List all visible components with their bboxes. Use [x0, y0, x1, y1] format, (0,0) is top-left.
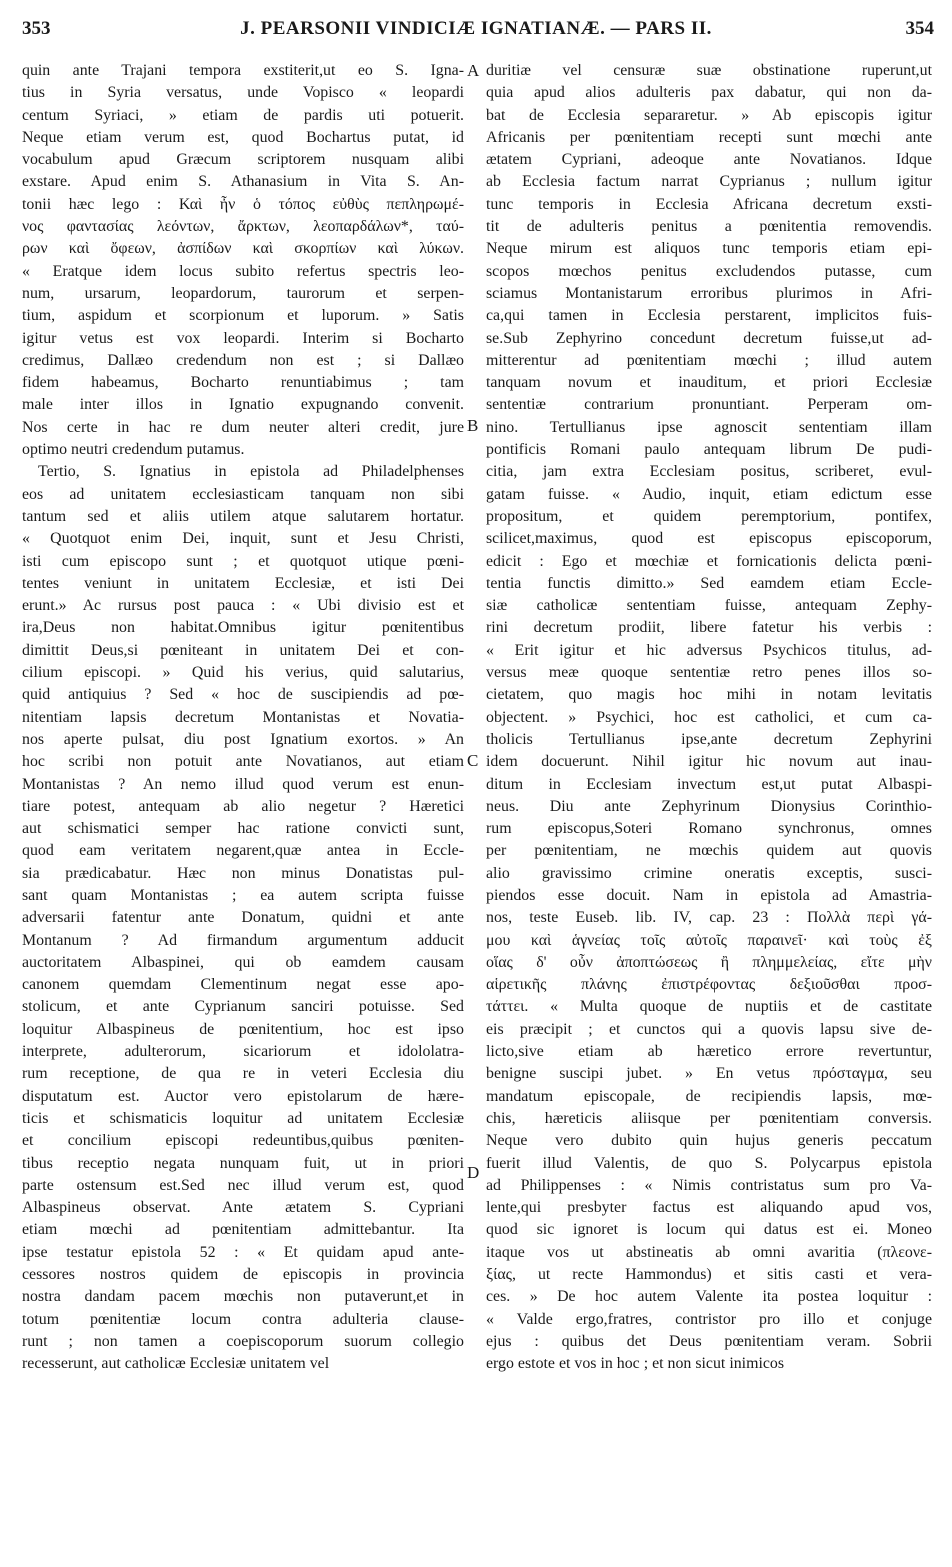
text-line: objectent. » Psychici, hoc est catholici, et cum ca-	[486, 708, 932, 726]
text-line: fidem habeamus, Bocharto renuntiabimus ; tam	[22, 374, 464, 392]
text-line: scilicet,maximus, quod est episcopus episcoporum,	[486, 530, 932, 548]
text-line: recesserunt, aut catholicæ Ecclesiæ unitatem vel	[22, 1355, 330, 1373]
text-line: cilium episcopi. » Quid his verius, quid salutarius,	[22, 664, 464, 682]
text-line: eos ad unitatem ecclesiasticam tanquam non sibi	[22, 485, 464, 503]
running-header	[0, 18, 952, 46]
text-line: etiam mœchi ad pœnitentiam admittebantur. Ita	[22, 1221, 464, 1239]
text-line: stolicum, et ante Cyprianum sanciri potuisse. Sed	[22, 998, 464, 1016]
text-line: αἱρετικῆς πλάνης ἐπιστρέφοντας δεξιοῦσθαι προσ-	[486, 976, 932, 994]
text-line: pontificis Romani paulo antequam librum De pudi-	[486, 441, 932, 459]
text-line: Neque mirum est aliquos tunc temporis etiam epi-	[486, 240, 932, 258]
text-line: citia, jam extra Ecclesiam positus, scriberet, evul-	[486, 463, 932, 481]
text-line: gatam fuisse. « Audio, inquit, etiam edictum esse	[486, 485, 932, 503]
text-line: mandatum episcopale, de recipiendis lapsis, mœ-	[486, 1087, 932, 1105]
text-line: tunc temporis in Ecclesia Africana decretum exsti-	[486, 195, 932, 213]
text-line: τάττει. « Multa quoque de nuptiis et de castitate	[486, 998, 932, 1016]
text-line: rum receptione, de qua re in veteri Ecclesia diu	[22, 1065, 464, 1083]
text-line: tentes veniunt in unitatem Ecclesiæ, et isti Dei	[22, 574, 464, 592]
text-line: num, ursarum, leopardorum, taurorum et serpen-	[22, 284, 464, 302]
text-line: cessores nostros quidem de episcopis in provincia	[22, 1266, 464, 1284]
text-line: male inter illos in Ignatio expugnando convenit.	[22, 396, 464, 414]
text-line: ergo estote et vos in hoc ; et non sicut inimicos	[486, 1355, 785, 1373]
text-line: « Valde ergo,fratres, contristor pro illo et conjuge	[486, 1310, 932, 1328]
left-column	[22, 60, 464, 1376]
margin-marker-a: A	[467, 61, 480, 80]
text-line: quid antiquius ? Sed « hoc de suscipiendis ad pœ-	[22, 686, 464, 704]
text-line: Africanis per pœnitentiam recepti sunt mœchi ante	[486, 128, 932, 146]
text-line: alio gravissimo crimine oneratis exceptis, susci-	[486, 864, 932, 882]
text-line: centum Syriaci, » etiam de pardis uti potuerit.	[22, 106, 464, 124]
text-line: propositum, et quidem peremptorium, pontifex,	[486, 507, 932, 525]
text-line: ca,qui tamen in Ecclesia perstarent, implicitos fuis-	[486, 307, 932, 325]
text-line: scopos mœchos penitus excludendos putasse, cum	[486, 262, 932, 280]
text-line: tonii hæc lego : Καὶ ἦν ὁ τόπος εὐθὺς πεπληρωμέ-	[22, 195, 464, 213]
text-line: sia prædicabatur. Hæc non minus Donatistas pul-	[22, 864, 464, 882]
text-line: edicit : Ego et mœchiæ et fornicationis delicta pœni-	[486, 552, 932, 570]
margin-marker-d: D	[467, 1163, 480, 1182]
text-line: Montanistas ? An nemo illud quod verum est enun-	[22, 775, 464, 793]
text-line: runt ; non tamen a coepiscoporum suorum collegio	[22, 1332, 464, 1350]
text-line: nos, teste Euseb. lib. IV, cap. 23 : Πολλὰ περὶ γά-	[486, 909, 932, 927]
text-line: cietatem, quo magis hoc mihi in notam levitatis	[486, 686, 932, 704]
text-line: isti cum episcopo sunt ; et quotquot utique pœni-	[22, 552, 464, 570]
page-number-right: 354	[905, 18, 934, 39]
running-title: J. PEARSONII VINDICIÆ IGNATIANÆ. — PARS II.	[240, 18, 712, 39]
text-line: mitterentur ad pœnitentiam mœchi ; illud autem	[486, 351, 932, 369]
text-line: idem docuerunt. Nihil igitur hic novum aut inau-	[486, 753, 932, 771]
text-line: duritiæ vel censuræ suæ obstinatione ruperunt,ut	[486, 62, 932, 79]
text-line: tius in Syria versatus, unde Vopisco « leopardi	[22, 84, 464, 102]
text-line: rini decretum prodiit, libere fatetur his verbis :	[486, 619, 932, 637]
text-line: tanquam novum et inauditum, et priori Ecclesiæ	[486, 374, 932, 392]
text-line: ab Ecclesia factum narrat Cyprianus ; nullum igitur	[486, 173, 932, 191]
text-line: sant quam Montanistas ; ea autem scripta fuisse	[22, 886, 464, 904]
text-line: chis, hæreticis aliisque per pœnitentiam conversis.	[486, 1109, 932, 1127]
text-line: « Eratque idem locus subito refertus spectris leo-	[22, 262, 464, 280]
text-line: ces. » De hoc autem Valente ita postea loquitur :	[486, 1288, 932, 1306]
text-line: aut schismatici semper hac ratione convicti sunt,	[22, 820, 464, 838]
text-line: « Erit igitur et hic adversus Psychicos titulus, ad-	[486, 641, 932, 659]
text-line: tium, aspidum et scorpionum et luporum. » Satis	[22, 307, 464, 325]
text-line: neus. Diu ante Zephyrinum Dionysius Corinthio-	[486, 797, 932, 815]
text-line: Albaspineus observat. Ante ætatem S. Cypriani	[22, 1199, 464, 1217]
text-line: « Quotquot enim Dei, inquit, sunt et Jesu Christi,	[22, 530, 464, 548]
text-line: lente,qui presbyter factus est aliquando apud vos,	[486, 1199, 932, 1217]
text-line: ætatem Cypriani, adeoque ante Novatianos. Idque	[486, 151, 932, 169]
text-line: parte ostensum est.Sed nec illud verum est, quod	[22, 1176, 464, 1194]
text-line: fuerit illud Valentis, de quo S. Polycarpus epistola	[486, 1154, 932, 1172]
text-line: auctoritatem Albaspinei, qui ob eamdem causam	[22, 953, 464, 971]
text-line: rum episcopus,Soteri Romano synchronus, omnes	[486, 820, 932, 838]
text-line: nostra dandam pacem mœchis non putaverunt,et in	[22, 1288, 464, 1306]
text-line: itaque vos ut abstineatis ab omni avaritia (πλεονε-	[486, 1243, 932, 1261]
text-line: οἵας δ' οὖν ἀποπτώσεως ἢ πλημμελείας, εἴτε μὴν	[486, 953, 932, 971]
text-line: piendos esse docuit. Nam in epistola ad Amastria-	[486, 886, 932, 904]
text-line: loquitur Albaspineus de pœnitentium, hoc est ipso	[22, 1020, 464, 1038]
text-line: ira,Deus non habitat.Omnibus igitur pœnitentibus	[22, 619, 464, 637]
text-line: ticis et schismaticis loquitur ad unitatem Ecclesiæ	[22, 1109, 464, 1127]
text-line: tholicis Tertullianus ipse,ante decretum Zephyrini	[486, 730, 932, 748]
text-line: se.Sub Zephyrino concedunt decretum fuisse,ut ad-	[486, 329, 932, 347]
text-line: quia apud alios adulteris pax dabatur, qui non da-	[486, 84, 932, 102]
text-line: bat de Ecclesia separaretur. » Ab episcopis igitur	[486, 106, 932, 124]
text-line: vocabulum apud Græcum scriptorem nusquam alibi	[22, 151, 464, 169]
text-line: totum pœnitentiæ locum contra adulteria clause-	[22, 1310, 464, 1328]
text-line: tibus receptio negata nunquam fuit, ut in priori	[22, 1154, 464, 1172]
text-line: exstare. Apud enim S. Athanasium in Vita S. An-	[22, 173, 464, 191]
margin-marker-c: C	[467, 751, 479, 770]
text-line: disputatum est. Auctor vero epistolarum de hære-	[22, 1087, 464, 1105]
text-line: optimo neutri credendum putamus.	[22, 441, 245, 459]
text-line: ipse testatur epistola 52 : « Et quidam apud ante-	[22, 1243, 464, 1261]
text-line: sententiæ contrarium pronuntiant. Perperam om-	[486, 396, 932, 414]
text-line: dimittit Deus,si pœniteant in unitatem Dei et con-	[22, 641, 464, 659]
text-line: adversarii fatentur ante Donatum, quidni et ante	[22, 909, 464, 927]
text-line: ditum in Ecclesiam invectum est,ut putat Albaspi-	[486, 775, 932, 793]
text-line: tantum sed et aliis utilem atque salutarem hortatur.	[22, 507, 464, 525]
page-number-left: 353	[22, 18, 51, 39]
text-line: Neque etiam verum est, quod Bochartus putat, id	[22, 128, 464, 146]
text-line: Nos certe in hac re dum neuter alteri credit, jure	[22, 418, 464, 436]
text-line: ad Philippenses : « Nimis contristatus sum pro Va-	[486, 1176, 932, 1194]
text-line: versus meæ quoque sententiæ retro penes illos so-	[486, 664, 932, 682]
text-line: ρων καὶ ὄφεων, ἀσπίδων καὶ σκορπίων καὶ λύκων.	[22, 240, 464, 258]
text-line: erunt.» Ac rursus post pauca : « Ubi divisio est et	[22, 597, 464, 615]
text-line: credimus, Dallæo credendum non est ; si Dallæo	[22, 351, 464, 369]
text-line: hoc scribi non potuit ante Novatianos, aut etiam	[22, 753, 464, 771]
text-line: tentia functis dimitto.» Sed eamdem etiam Eccle-	[486, 574, 932, 592]
text-line: Neque vero dubito quin hujus generis peccatum	[486, 1132, 932, 1150]
text-line: ξίας, ut recte Hammondus) et sitis casti et vera-	[486, 1266, 932, 1284]
text-line: Montanum ? Ad firmandum argumentum adducit	[22, 931, 464, 949]
text-line: per pœnitentiam, ne mœchis quidem aut quovis	[486, 842, 932, 860]
text-line: et concilium episcopi redeuntibus,quibus pœniten-	[22, 1132, 464, 1150]
text-line: nino. Tertullianus ipse agnoscit sententiam illam	[486, 418, 932, 436]
text-line: interprete, adulterorum, sicariorum et idololatra-	[22, 1043, 464, 1061]
text-line: benigne suscipi jubet. » En vetus πρόσταγμα, seu	[486, 1065, 932, 1083]
text-line: eis præcipit ; et cunctos qui a quovis lapsu sive de-	[486, 1020, 932, 1038]
text-line: Tertio, S. Ignatius in epistola ad Philadelphenses	[38, 463, 464, 481]
text-line: canonem quemdam Clementinum negat esse apo-	[22, 976, 464, 994]
text-line: tiare potest, antequam ab alio negetur ? Hæretici	[22, 797, 464, 815]
text-line: ejus : quibus det Deus pœnitentiam veram. Sobrii	[486, 1332, 932, 1350]
text-line: quod eam veritatem negarent,quæ antea in Eccle-	[22, 842, 464, 860]
text-line: nitentiam lapsis decretum Montanistas et Novatia-	[22, 708, 464, 726]
text-line: quin ante Trajani tempora exstiterit,ut eo S. Igna-	[22, 62, 464, 79]
text-line: nos aperte pulsat, diu post Ignatium exortos. » An	[22, 730, 464, 748]
text-line: siæ catholicæ sententiam fuisse, antequam Zephy-	[486, 597, 932, 615]
text-line: licto,sive etiam ab hæretico errore revertuntur,	[486, 1043, 932, 1061]
text-line: quod sic ignoret is locum qui datus est ei. Moneo	[486, 1221, 932, 1239]
text-line: tit de adulteris penitus a pœnitentia removendis.	[486, 218, 932, 236]
text-line: sciamus Montanistarum erroribus plurimos in Afri-	[486, 284, 932, 302]
text-line: μου καὶ ἁγνείας τοῖς αὐτοῖς παραινεῖ· καὶ τοὺς ἐξ	[486, 931, 932, 949]
margin-marker-b: B	[467, 416, 479, 435]
text-line: igitur vetus est vox leopardi. Interim si Bocharto	[22, 329, 464, 347]
right-column	[486, 60, 932, 1376]
text-line: νος φαντασίας λεόντων, ἄρκτων, λεοπαρδάλων*, ταύ-	[22, 218, 464, 236]
